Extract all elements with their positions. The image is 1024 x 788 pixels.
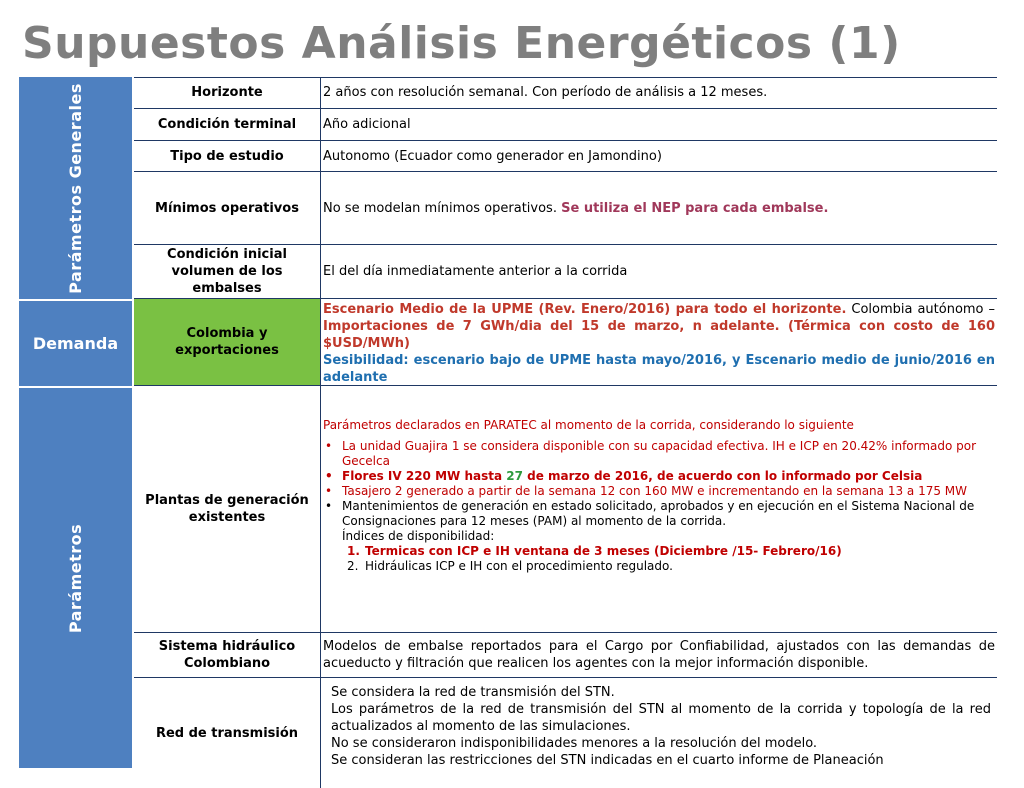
red-line-4: Se consideran las restricciones del STN indicadas en el cuarto informe de Planeación: [331, 753, 884, 768]
row-value-hidraulico: [321, 633, 997, 678]
row-value-red: [321, 678, 997, 788]
minimos-highlight: Se utiliza el NEP para cada embalse.: [561, 200, 829, 216]
indice-termicas-num: 1.: [347, 544, 360, 558]
red-line-3: No se consideraron indisponibilidades menores a la resolución del modelo.: [331, 736, 818, 751]
colombia-sensibilidad: Sesibilidad: escenario bajo de UPME hasta mayo/2016, y Escenario medio de junio/2016 en adelante: [323, 353, 995, 385]
plantas-intro: Parámetros declarados en PARATEC al momento de la corrida, considerando lo siguiente: [323, 418, 854, 432]
row-value-plantas: [321, 386, 997, 633]
row-value-horizonte: 2 años con resolución semanal. Con período de análisis a 12 meses.: [321, 77, 997, 109]
plantas-list: [323, 439, 991, 529]
indice-hidraulicas-num: 2.: [347, 559, 359, 573]
plantas-item-mantenimientos: • Mantenimientos de generación en estado solicitado, aprobados y en ejecución en el Sistema Nacional de Consignaciones para 12 meses (PAM) al momento de la corrida.: [323, 499, 991, 529]
plantas-item-tasajero: • Tasajero 2 generado a partir de la semana 12 con 160 MW e incrementando en la semana 13 a 175 MW: [323, 484, 991, 499]
section-generales-label: Parámetros Generales: [66, 82, 86, 294]
section-generales: [19, 77, 134, 299]
indice-hidraulicas-text: Hidráulicas ICP e IH con el procedimiento regulado.: [365, 559, 673, 573]
indice-hidraulicas: [323, 559, 991, 574]
row-value-minimos: [321, 172, 997, 245]
row-label-tipo-estudio: Tipo de estudio: [134, 141, 321, 172]
row-label-plantas: Plantas de generación existentes: [134, 386, 321, 633]
row-value-condicion-inicial: El del día inmediatamente anterior a la corrida: [321, 245, 997, 299]
plantas-item-flores: [323, 469, 991, 484]
indice-termicas-text: Termicas con ICP e IH ventana de 3 meses (Diciembre /15- Febrero/16): [365, 544, 842, 558]
flores-num: 27: [506, 469, 523, 483]
indice-termicas: [323, 544, 991, 559]
flores-a: Flores IV 220 MW hasta: [342, 469, 507, 483]
red-line-2: Los parámetros de la red de transmisión del STN al momento de la corrida y topología de la red actualizados al momento de las simulaciones.: [331, 702, 991, 734]
page-title: Supuestos Análisis Energéticos (1): [22, 18, 901, 69]
row-value-colombia: [321, 299, 997, 386]
minimos-text: No se modelan mínimos operativos.: [323, 200, 557, 216]
row-label-hidraulico: Sistema hidráulico Colombiano: [134, 633, 321, 678]
plantas-indices-list: [323, 544, 991, 574]
row-label-condicion-inicial: Condición inicial volumen de los embalses: [134, 245, 321, 299]
row-label-red: Red de transmisión: [134, 678, 321, 788]
assumptions-table: [19, 77, 997, 768]
hidraulico-text: Modelos de embalse reportados para el Cargo por Confiabilidad, ajustados con las demandas de acueducto y filtración que realicen los agentes con la mejor información disponible.: [323, 639, 995, 671]
row-label-minimos: Mínimos operativos: [134, 172, 321, 245]
row-value-tipo-estudio: Autonomo (Ecuador como generador en Jamondino): [321, 141, 997, 172]
row-label-condicion-terminal: Condición terminal: [134, 109, 321, 141]
section-demanda-label: Demanda: [32, 334, 119, 353]
flores-b: de marzo de 2016, de acuerdo con lo informado por Celsia: [522, 469, 923, 483]
colombia-importaciones: Importaciones de 7 GWh/dia del 15 de marzo, n adelante. (Térmica con costo de 160 $USD/MWh): [323, 319, 995, 351]
section-demanda: [19, 299, 134, 386]
red-line-1: Se considera la red de transmisión del STN.: [331, 685, 615, 700]
section-parametros: [19, 386, 134, 768]
colombia-autonomo: Colombia autónomo –: [851, 302, 995, 317]
plantas-item-guajira: • La unidad Guajira 1 se considera disponible con su capacidad efectiva. IH e ICP en 20.42% informado por Gecelca: [323, 439, 991, 469]
row-label-horizonte: Horizonte: [134, 77, 321, 109]
colombia-escenario: Escenario Medio de la UPME (Rev. Enero/2016) para todo el horizonte.: [323, 302, 847, 317]
section-parametros-label: Parámetros: [65, 523, 85, 633]
row-value-condicion-terminal: Año adicional: [321, 109, 997, 141]
plantas-indices: Índices de disponibilidad:: [342, 529, 495, 543]
row-label-colombia: Colombia y exportaciones: [134, 299, 321, 386]
